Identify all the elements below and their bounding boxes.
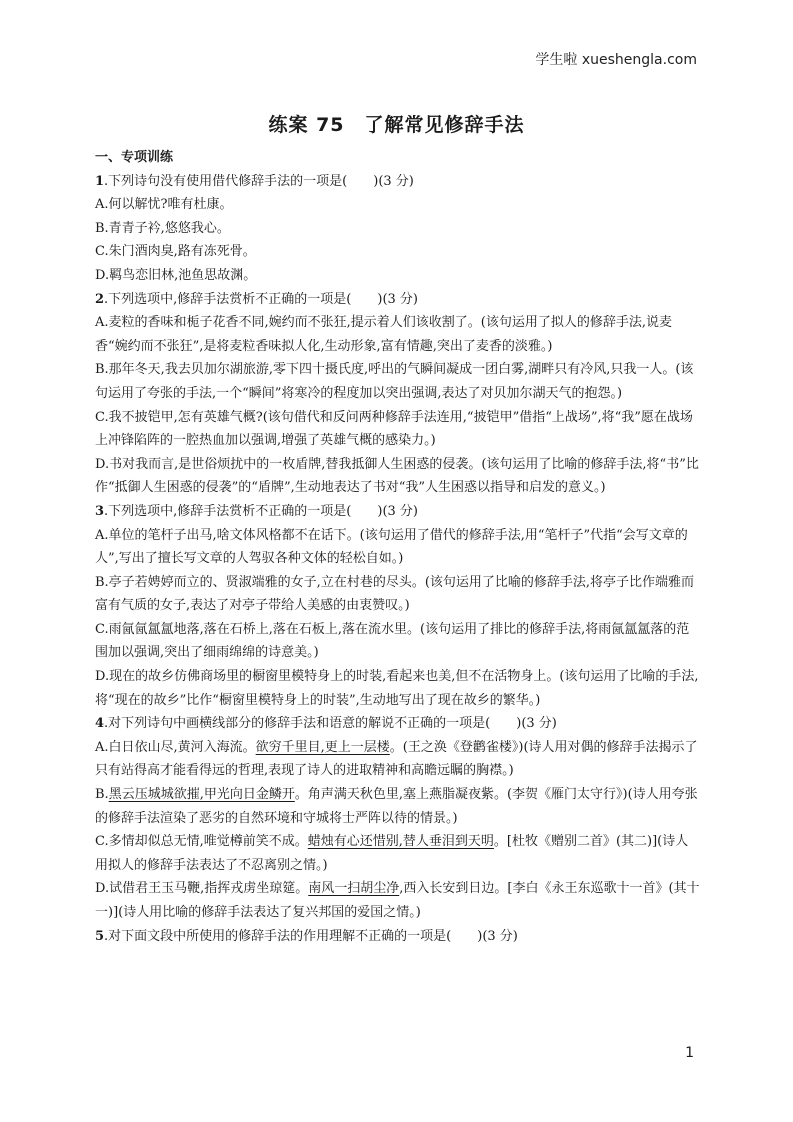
page-number: 1 xyxy=(685,1045,694,1061)
question-1-stem xyxy=(95,170,701,194)
page-title: 练案 75 了解常见修辞手法 xyxy=(268,114,525,136)
question-2-option-a: A.麦粒的香味和栀子花香不同,婉约而不张狂,提示着人们该收割了。(该句运用了拟人的修辞手法,说麦香“婉约而不张狂”,是将麦粒香味拟人化,生动形象,富有情趣,突出了麦香的淡雅。) xyxy=(95,315,672,354)
option-text: B. xyxy=(95,787,109,803)
question-1-option-d: D.羁鸟恋旧林,池鱼思故渊。 xyxy=(95,267,257,283)
question-4-option-c xyxy=(95,830,701,877)
option-text: ,西入长安到日边。[李白《永王东巡歌十一首》(其十一)](诗人用比喻的修辞手法表达了复兴邦国的爱国之情。) xyxy=(95,881,700,920)
question-3-stem xyxy=(95,500,701,524)
underlined-text: 黑云压城城欲摧,甲光向日金鳞开 xyxy=(108,787,295,803)
option-text: 。[杜牧《赠别二首》(其二)](诗人用拟人的修辞手法表达了不忍离别之情。) xyxy=(95,834,689,873)
question-1-option-c: C.朱门酒肉臭,路有冻死骨。 xyxy=(95,244,256,260)
option-text: 。角声满天秋色里,塞上燕脂凝夜紫。(李贺《雁门太守行》)(诗人用夸张的修辞手法渲染了恶劣的自然环境和守城将士严阵以待的情景。) xyxy=(95,787,698,826)
question-4-option-b xyxy=(95,783,701,830)
site-header: 学生啦 xueshengla.com xyxy=(535,52,697,68)
question-text: .下列选项中,修辞手法赏析不正确的一项是( )(3 分) xyxy=(104,503,419,519)
question-text: .对下列诗句中画横线部分的修辞手法和语意的解说不正确的一项是( )(3 分) xyxy=(104,716,557,732)
question-2-option-d: D.书对我而言,是世俗烦扰中的一枚盾牌,替我抵御人生困惑的侵袭。(该句运用了比喻的修辞手法,将“书”比作“抵御人生困惑的侵袭”的“盾牌”,生动地表达了书对“我”人生困惑以指导和启发的意义。) xyxy=(95,456,699,496)
question-number: 2 xyxy=(95,291,105,307)
underlined-text: 蜡烛有心还惜别,替人垂泪到天明 xyxy=(307,834,494,850)
question-text: .下列选项中,修辞手法赏析不正确的一项是( )(3 分) xyxy=(104,291,419,307)
question-3-option-c: C.雨氤氤氲氲地落,落在石桥上,落在石板上,落在流水里。(该句运用了排比的修辞手法,将雨氤氲氲落的范围加以强调,突出了细雨绵绵的诗意美。) xyxy=(95,621,690,661)
question-1-option-b: B.青青子衿,悠悠我心。 xyxy=(95,220,230,236)
question-number: 5 xyxy=(95,928,105,944)
question-number: 4 xyxy=(95,716,105,732)
question-5-stem xyxy=(95,925,701,949)
question-3-option-d: D.现在的故乡仿佛商场里的橱窗里模特身上的时装,看起来也美,但不在活物身上。(该句运用了比喻的手法,将“现在的故乡”比作“橱窗里模特身上的时装”,生动地写出了现在故乡的繁华。) xyxy=(95,669,699,708)
question-2-option-b: B.那年冬天,我去贝加尔湖旅游,零下四十摄氏度,呼出的气瞬间凝成一团白雾,湖畔只有冷风,只我一人。(该句运用了夸张的手法,一个“瞬间”将寒冷的程度加以突出强调,表达了对贝加尔湖天气的抱怨。) xyxy=(95,362,694,401)
underlined-text: 南风一扫胡尘净 xyxy=(308,881,400,897)
underlined-text: 欲穷千里目,更上一层楼 xyxy=(255,739,390,755)
question-text: .下列诗句没有使用借代修辞手法的一项是( )(3 分) xyxy=(104,173,414,189)
question-2-stem xyxy=(95,288,701,312)
question-number: 1 xyxy=(95,173,105,189)
question-3-option-b: B.亭子若娉婷而立的、贤淑端雅的女子,立在村巷的尽头。(该句运用了比喻的修辞手法,将亭子比作端雅而富有气质的女子,表达了对亭子带给人美感的由衷赞叹。) xyxy=(95,574,695,614)
section-heading: 一、专项训练 xyxy=(95,150,174,165)
option-text: 。(王之涣《登鹳雀楼》)(诗人用对偶的修辞手法揭示了只有站得高才能看得远的哲理,表现了诗人的进取精神和高瞻远瞩的胸襟。) xyxy=(95,739,698,779)
question-4-stem xyxy=(95,712,701,736)
question-number: 3 xyxy=(95,503,105,519)
question-3-option-a: A.单位的笔杆子出马,啥文体风格都不在话下。(该句运用了借代的修辞手法,用“笔杆子”代指“会写文章的人”,写出了擅长写文章的人驾驭各种文体的轻松自如。) xyxy=(95,527,688,567)
question-4-option-d xyxy=(95,877,701,924)
option-text: D.试借君王玉马鞭,指挥戎虏坐琼筵。 xyxy=(95,881,309,897)
option-text: A.白日依山尽,黄河入海流。 xyxy=(95,739,256,755)
question-content xyxy=(95,146,701,948)
question-text: .对下面文段中所使用的修辞手法的作用理解不正确的一项是( )(3 分) xyxy=(104,928,518,944)
question-1-option-a: A.何以解忧?唯有杜康。 xyxy=(95,197,233,213)
option-text: C.多情却似总无情,唯觉樽前笑不成。 xyxy=(95,834,308,850)
question-4-option-a xyxy=(95,736,701,783)
question-2-option-c: C.我不披铠甲,怎有英雄气概?(该句借代和反问两种修辞手法连用,“披铠甲”借指“上战场”,将“我”愿在战场上冲锋陷阵的一腔热血加以强调,增强了英雄气概的感染力。) xyxy=(95,409,693,449)
